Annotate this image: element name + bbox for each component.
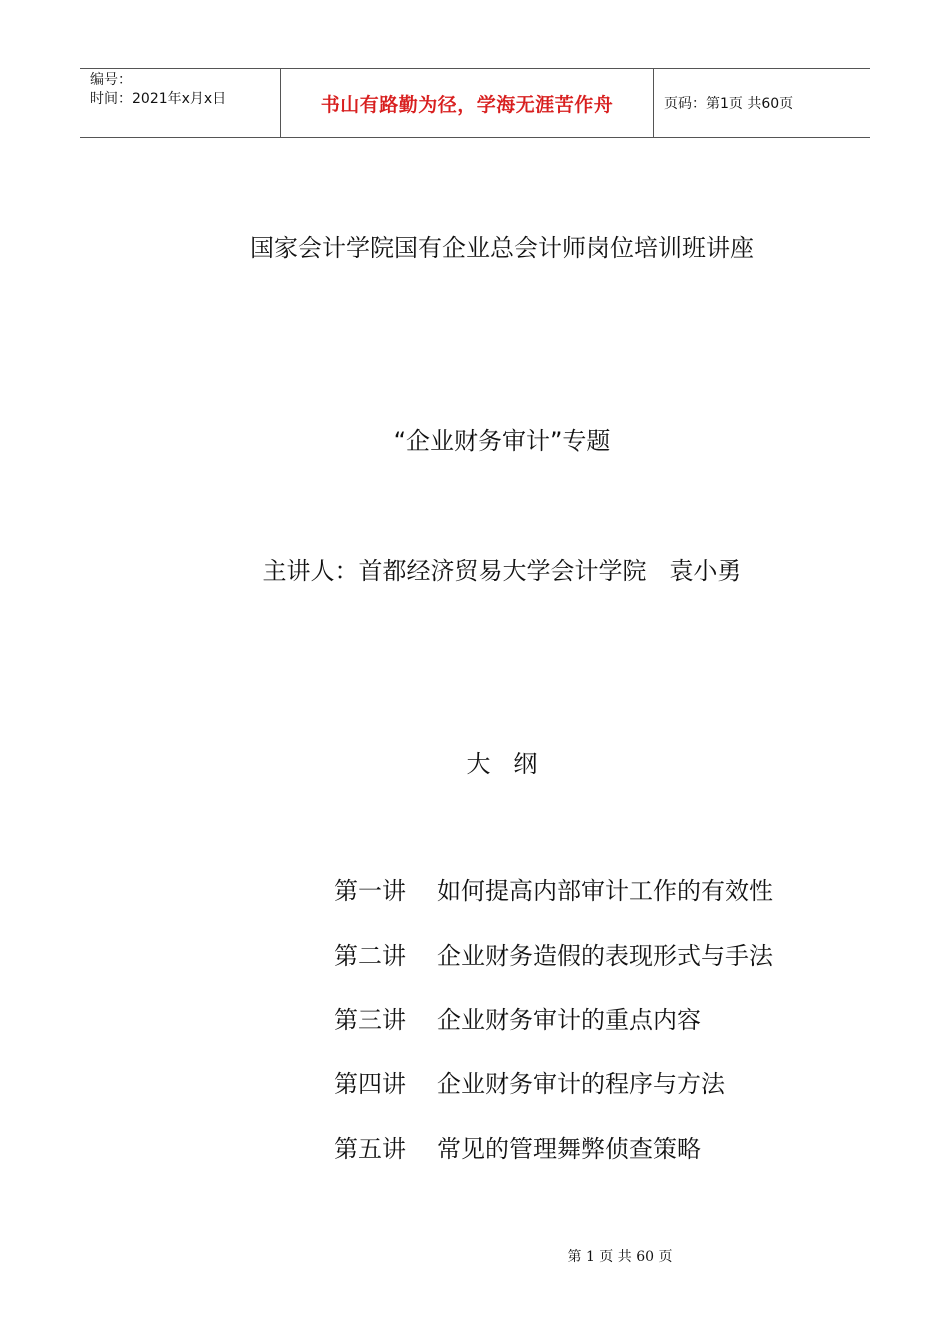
page-info: 页码：第1页 共60页 — [664, 96, 794, 112]
lecture-item — [334, 1004, 701, 1036]
lecture-item — [334, 1133, 701, 1165]
lecture-number: 第五讲 — [334, 1135, 406, 1163]
lecture-item — [334, 940, 773, 972]
lecture-title: 企业财务审计的程序与方法 — [437, 1070, 725, 1098]
lecture-number: 第三讲 — [334, 1006, 406, 1034]
lecture-number: 第一讲 — [334, 877, 406, 905]
header-left-cell — [80, 69, 281, 137]
lecture-item — [334, 875, 773, 907]
document-title: 国家会计学院国有企业总会计师岗位培训班讲座 — [250, 234, 754, 262]
page-footer: 第 1 页 共 60 页 — [567, 1249, 673, 1265]
time-label: 时间：2021年x月x日 — [90, 91, 227, 107]
lecture-number: 第四讲 — [334, 1070, 406, 1098]
lecture-title: 如何提高内部审计工作的有效性 — [437, 877, 773, 905]
lecture-title: 常见的管理舞弊侦查策略 — [437, 1135, 701, 1163]
lecture-title: 企业财务造假的表现形式与手法 — [437, 942, 773, 970]
motto: 书山有路勤为径，学海无涯苦作舟 — [281, 69, 654, 137]
page-header — [80, 68, 870, 138]
topic-heading: “企业财务审计”专题 — [393, 427, 611, 455]
lecture-item — [334, 1068, 725, 1100]
speaker-line: 主讲人：首都经济贸易大学会计学院 袁小勇 — [262, 557, 742, 585]
lecture-title: 企业财务审计的重点内容 — [437, 1006, 701, 1034]
outline-heading: 大 纲 — [466, 750, 538, 778]
code-label: 编号： — [90, 72, 132, 88]
lecture-number: 第二讲 — [334, 942, 406, 970]
